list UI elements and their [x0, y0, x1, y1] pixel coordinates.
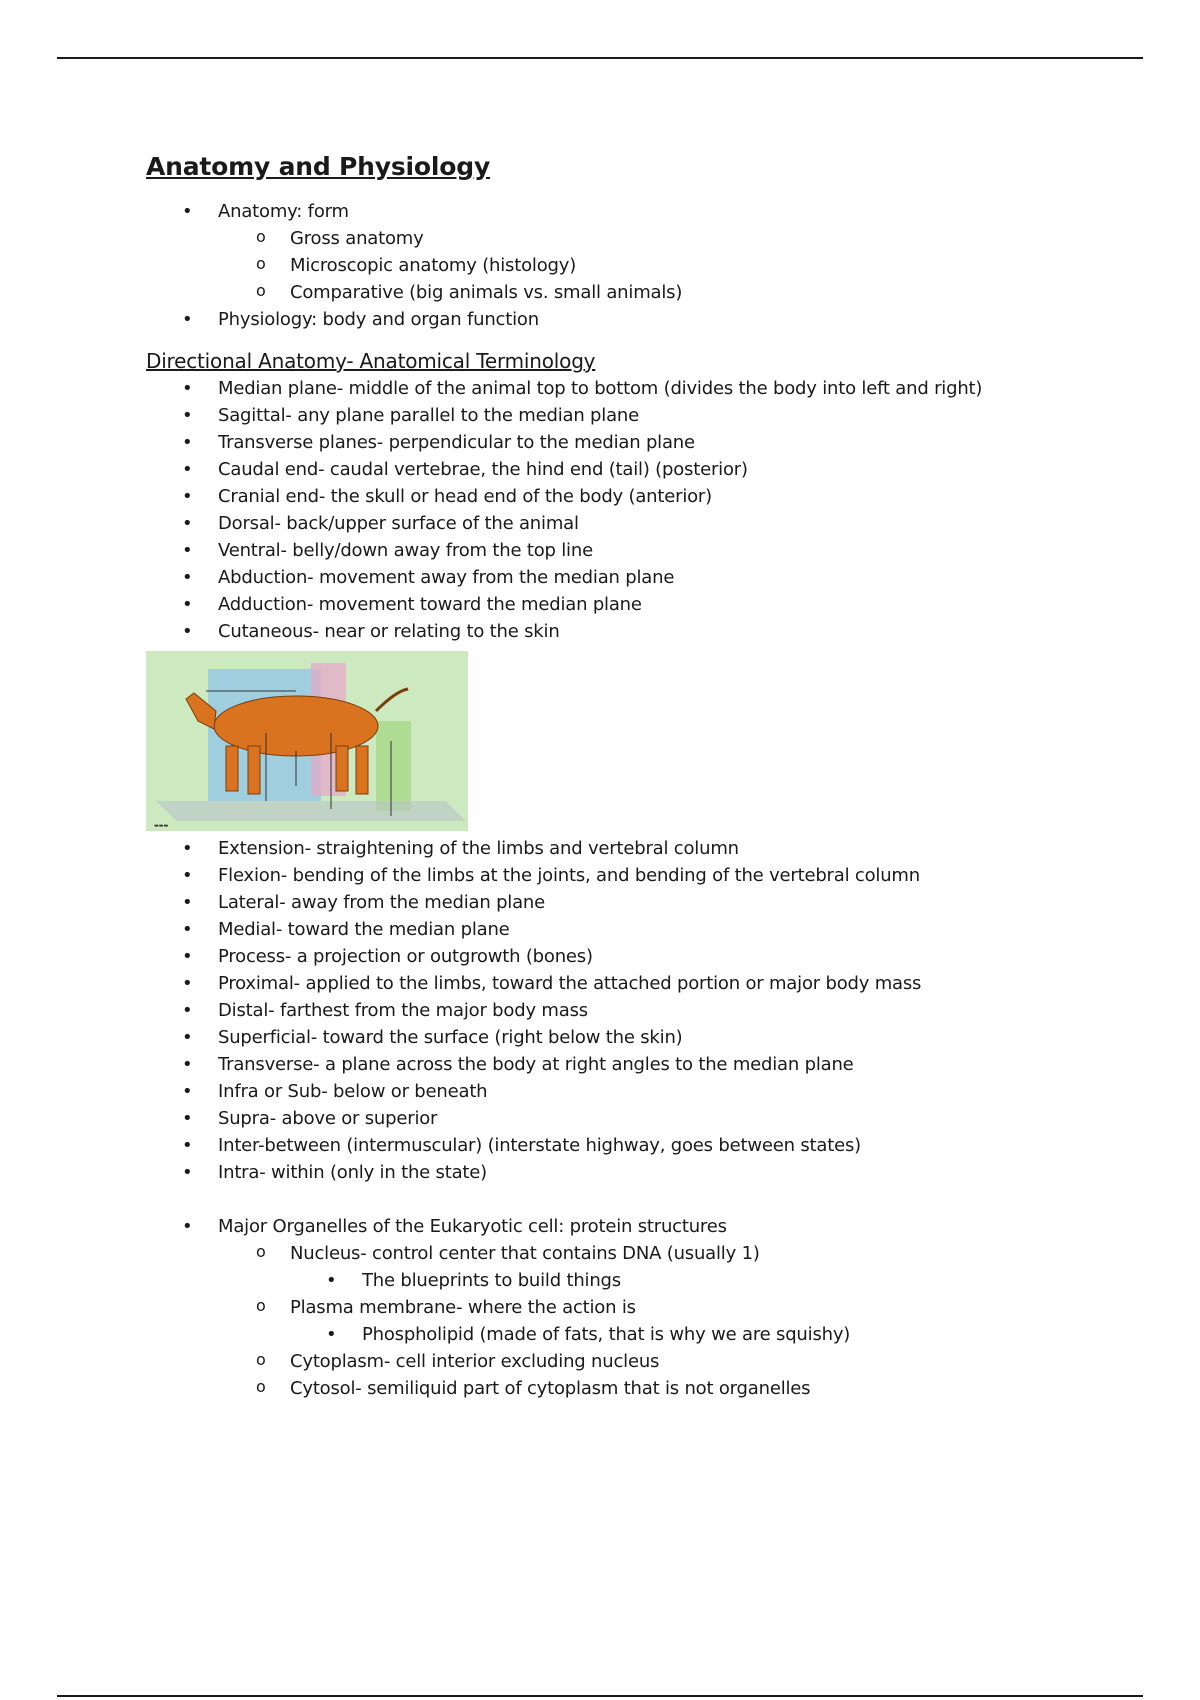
list-item: • Infra or Sub- below or beneath [146, 1078, 1106, 1105]
section-heading: Directional Anatomy- Anatomical Terminology [146, 349, 596, 373]
list-item: • Abduction- movement away from the median plane [146, 564, 1106, 591]
figure-watermark-mark: ▬▬▬ [154, 823, 169, 829]
list-item-text: Anatomy: form [218, 201, 349, 222]
list-item: • Median plane- middle of the animal top to bottom (divides the body into left and right) [146, 375, 1106, 402]
list-item: • Caudal end- caudal vertebrae, the hind end (tail) (posterior) [146, 456, 1106, 483]
list-item: • Cutaneous- near or relating to the skin [146, 618, 1106, 645]
nucleus-sublist [218, 1267, 1106, 1294]
list-item-text: Nucleus- control center that contains DNA (usually 1) [290, 1243, 760, 1264]
list-item: • Transverse planes- perpendicular to the median plane [146, 429, 1106, 456]
list-item-text: Major Organelles of the Eukaryotic cell: protein structures [218, 1216, 727, 1237]
list-item: • Supra- above or superior [146, 1105, 1106, 1132]
list-item: o Microscopic anatomy (histology) [218, 252, 1106, 279]
list-item [146, 198, 1106, 306]
list-item: • Flexion- bending of the limbs at the joints, and bending of the vertebral column [146, 862, 1106, 889]
list-item: • Sagittal- any plane parallel to the median plane [146, 402, 1106, 429]
list-item: • Proximal- applied to the limbs, toward the attached portion or major body mass [146, 970, 1106, 997]
list-item: o Cytoplasm- cell interior excluding nucleus [218, 1348, 1106, 1375]
list-item: o Comparative (big animals vs. small animals) [218, 279, 1106, 306]
footer-rule [57, 1695, 1143, 1697]
list-item [218, 1240, 1106, 1294]
list-item: • Cranial end- the skull or head end of the body (anterior) [146, 483, 1106, 510]
list-item: • Extension- straightening of the limbs and vertebral column [146, 835, 1106, 862]
list-item-text: Plasma membrane- where the action is [290, 1297, 636, 1318]
list-item: • Adduction- movement toward the median plane [146, 591, 1106, 618]
list-item: • Physiology: body and organ function [146, 306, 1106, 333]
terms-list-a [146, 375, 1106, 645]
list-item: • Distal- farthest from the major body mass [146, 997, 1106, 1024]
document-body [146, 150, 1106, 1402]
list-item [146, 1213, 1106, 1402]
ground-plane [156, 801, 466, 821]
list-item: • Process- a projection or outgrowth (bones) [146, 943, 1106, 970]
list-item: • Ventral- belly/down away from the top line [146, 537, 1106, 564]
cow-planes-illustration [146, 651, 468, 831]
organelles-list [146, 1213, 1106, 1402]
list-item: o Gross anatomy [218, 225, 1106, 252]
list-item: • Intra- within (only in the state) [146, 1159, 1106, 1186]
list-item: • Superficial- toward the surface (right below the skin) [146, 1024, 1106, 1051]
header-rule [57, 57, 1143, 59]
dorsal-plane [376, 721, 411, 811]
membrane-sublist [218, 1321, 1106, 1348]
intro-list [146, 198, 1106, 333]
list-item: • Phospholipid (made of fats, that is why we are squishy) [290, 1321, 1106, 1348]
terms-list-b [146, 835, 1106, 1186]
list-item [218, 1294, 1106, 1348]
anatomy-sublist [146, 225, 1106, 306]
list-item: • Transverse- a plane across the body at right angles to the median plane [146, 1051, 1106, 1078]
list-item: • Dorsal- back/upper surface of the animal [146, 510, 1106, 537]
list-item: o Cytosol- semiliquid part of cytoplasm that is not organelles [218, 1375, 1106, 1402]
list-item: • Lateral- away from the median plane [146, 889, 1106, 916]
organelles-sublist [146, 1240, 1106, 1402]
page-title: Anatomy and Physiology [146, 152, 491, 181]
list-item: • The blueprints to build things [290, 1267, 1106, 1294]
list-item: • Medial- toward the median plane [146, 916, 1106, 943]
list-item: • Inter-between (intermuscular) (interstate highway, goes between states) [146, 1132, 1106, 1159]
cow-anatomy-figure [146, 651, 468, 831]
